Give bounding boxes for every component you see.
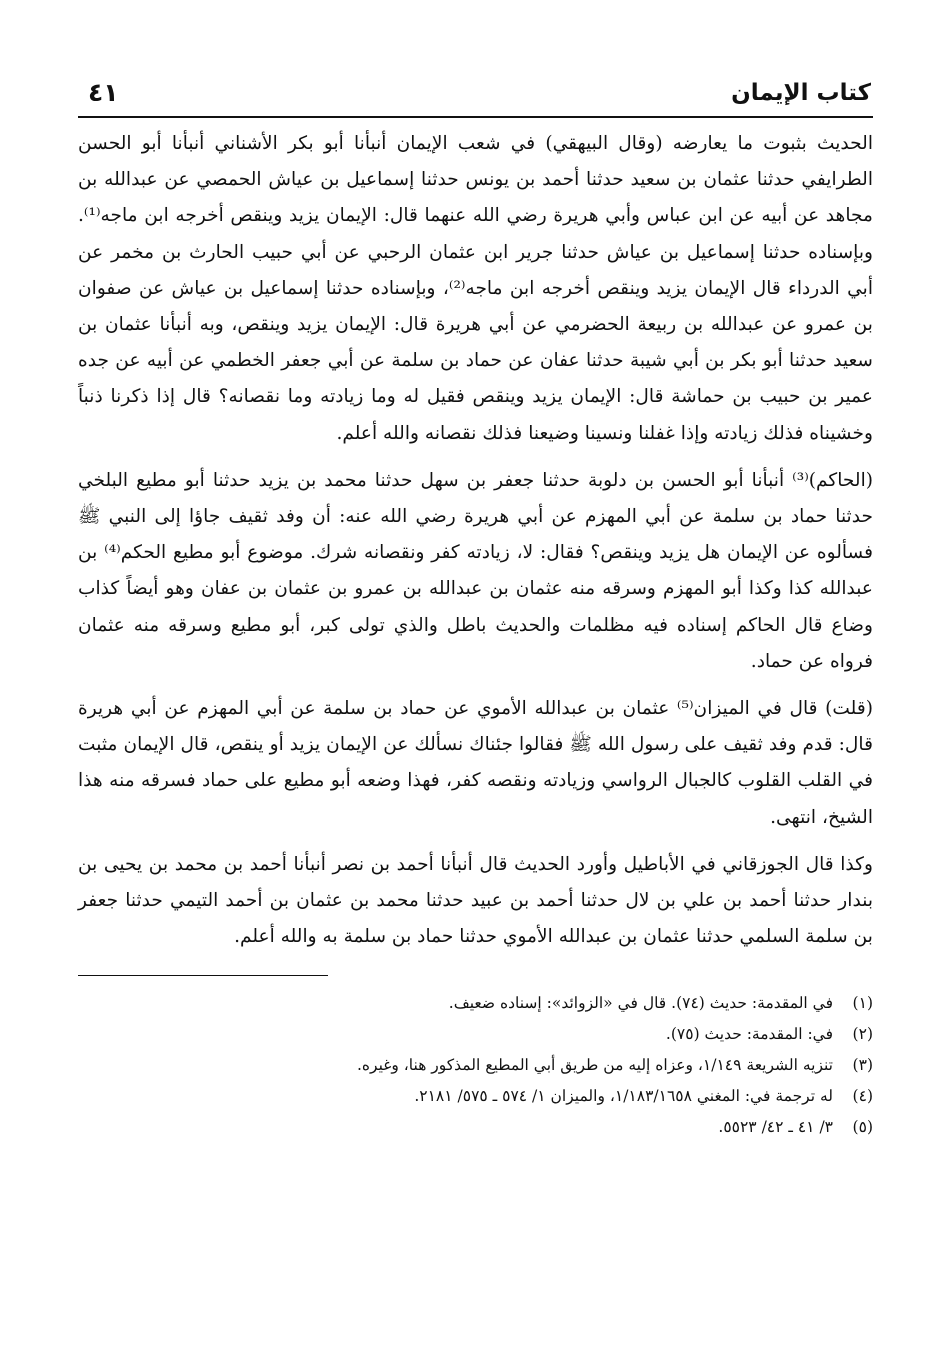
footnote-mark: (١)	[852, 994, 873, 1013]
footnote-mark: (٢)	[852, 1025, 873, 1044]
footnote-separator	[78, 975, 328, 976]
footnote	[78, 1019, 873, 1050]
book-page	[78, 72, 873, 1342]
footnotes	[78, 988, 873, 1143]
footnote-text: تنزيه الشريعة ١/١٤٩، وعزاه إليه من طريق أبي المطيع المذكور هنا، وغيره.	[357, 1056, 833, 1075]
footnote-text: ٣/ ٤١ ـ ٤٢/ ٥٥٢٣.	[718, 1118, 833, 1137]
paragraph: الحديث بثبوت ما يعارضه (وقال البيهقي) في شعب الإيمان أنبأنا أبو بكر الأشناني أنبأنا أبو الحسن الطرايفي حدثنا عثمان بن سعيد حدثنا أحمد بن يونس حدثنا إسماعيل بن عياش الحمصي عن عبدالله بن مجاهد عن أبيه عن ابن عباس وأبي هريرة رضي الله عنهما قال: الإيمان يزيد وينقص أخرجه ابن ماجه⁽¹⁾. وبإسناده حدثنا إسماعيل بن عياش حدثنا جرير ابن عثمان الرحبي عن أبي حبيب الحارث بن مخمر عن أبي الدرداء قال الإيمان يزيد وينقص أخرجه ابن ماجه⁽²⁾، وبإسناده حدثنا إسماعيل بن عياش عن صفوان بن عمرو عن عبدالله بن ربيعة الحضرمي عن أبي هريرة قال: الإيمان يزيد وينقص، وبه أنبأنا عثمان بن سعيد حدثنا أبو بكر بن أبي شيبة حدثنا عفان عن حماد بن سلمة عن أبي جعفر الخطمي عن أبيه عن جده عمير بن حبيب بن حماشة قال: الإيمان يزيد وينقص فقيل له وما زيادته وما نقصانه؟ قال إذا ذكرنا ذنباً وخشيناه فذلك زيادته وإذا غفلنا ونسينا وضيعنا فذلك نقصانه والله أعلم.	[78, 133, 873, 444]
paragraph: (الحاكم)⁽³⁾ أنبأنا أبو الحسن بن دلوبة حدثنا جعفر بن سهل حدثنا محمد بن يزيد حدثنا أبو مطيع البلخي حدثنا حماد بن سلمة عن أبي المهزم عن أبي هريرة رضي الله عنه: أن وفد ثقيف جاؤا إلى النبي ﷺ فسألوه عن الإيمان هل يزيد وينقص؟ فقال: لا، زيادته كفر ونقصانه شرك. موضوع أبو مطيع الحكم⁽⁴⁾ بن عبدالله كذا وكذا أبو المهزم وسرقه منه عثمان بن عبدالله بن عمرو بن عثمان بن عفان وهو أيضاً كذاب وضاع قال الحاكم إسناده فيه مظلمات والحديث باطل والذي تولى كبر، أبو مطيع وسرقه منه عثمان فرواه عن حماد.	[78, 469, 874, 672]
footnote	[78, 1081, 873, 1112]
footnote-text: في: المقدمة: حديث (٧٥).	[665, 1025, 833, 1044]
paragraph: (قلت) قال في الميزان⁽⁵⁾ عثمان بن عبدالله الأموي عن حماد بن سلمة عن أبي المهزم عن أبي هريرة قال: قدم وفد ثقيف على رسول الله ﷺ فقالوا جئناك نسألك عن الإيمان يزيد أو ينقص، قال الإيمان مثبت في القلب القلوب كالجبال الرواسي وزيادته ونقصه كفر، فهذا وضعه أبو مطيع على حماد فسرقه منه هذا الشيخ، انتهى.	[78, 698, 873, 828]
footnote-mark: (٥)	[852, 1118, 873, 1137]
footnote	[78, 988, 873, 1019]
main-text	[78, 126, 873, 955]
footnote	[78, 1050, 873, 1081]
footnote	[78, 1112, 873, 1143]
footnote-text: له ترجمة في: المغني ١/١٨٣/١٦٥٨، والميزان ١/ ٥٧٤ ـ ٥٧٥/ ٢١٨١.	[414, 1087, 833, 1106]
footnote-mark: (٤)	[852, 1087, 873, 1106]
footnote-mark: (٣)	[852, 1056, 873, 1075]
footnote-text: في المقدمة: حديث (٧٤). قال في «الزوائد»: إسناده ضعيف.	[448, 994, 833, 1013]
paragraph: وكذا قال الجوزقاني في الأباطيل وأورد الحديث قال أنبأنا أحمد بن نصر أنبأنا أحمد بن محمد بن يحيى بن بندار حدثنا أحمد بن علي بن لال حدثنا أحمد بن عبيد حدثنا محمد بن عثمان بن أحمد التيمي حدثنا جعفر بن سلمة السلمي حدثنا عثمان بن عبدالله الأموي حدثنا حماد بن سلمة به والله أعلم.	[78, 853, 873, 948]
page-header	[78, 72, 873, 118]
page-number: ٤١	[88, 78, 119, 107]
chapter-title: كتاب الإيمان	[731, 80, 871, 106]
